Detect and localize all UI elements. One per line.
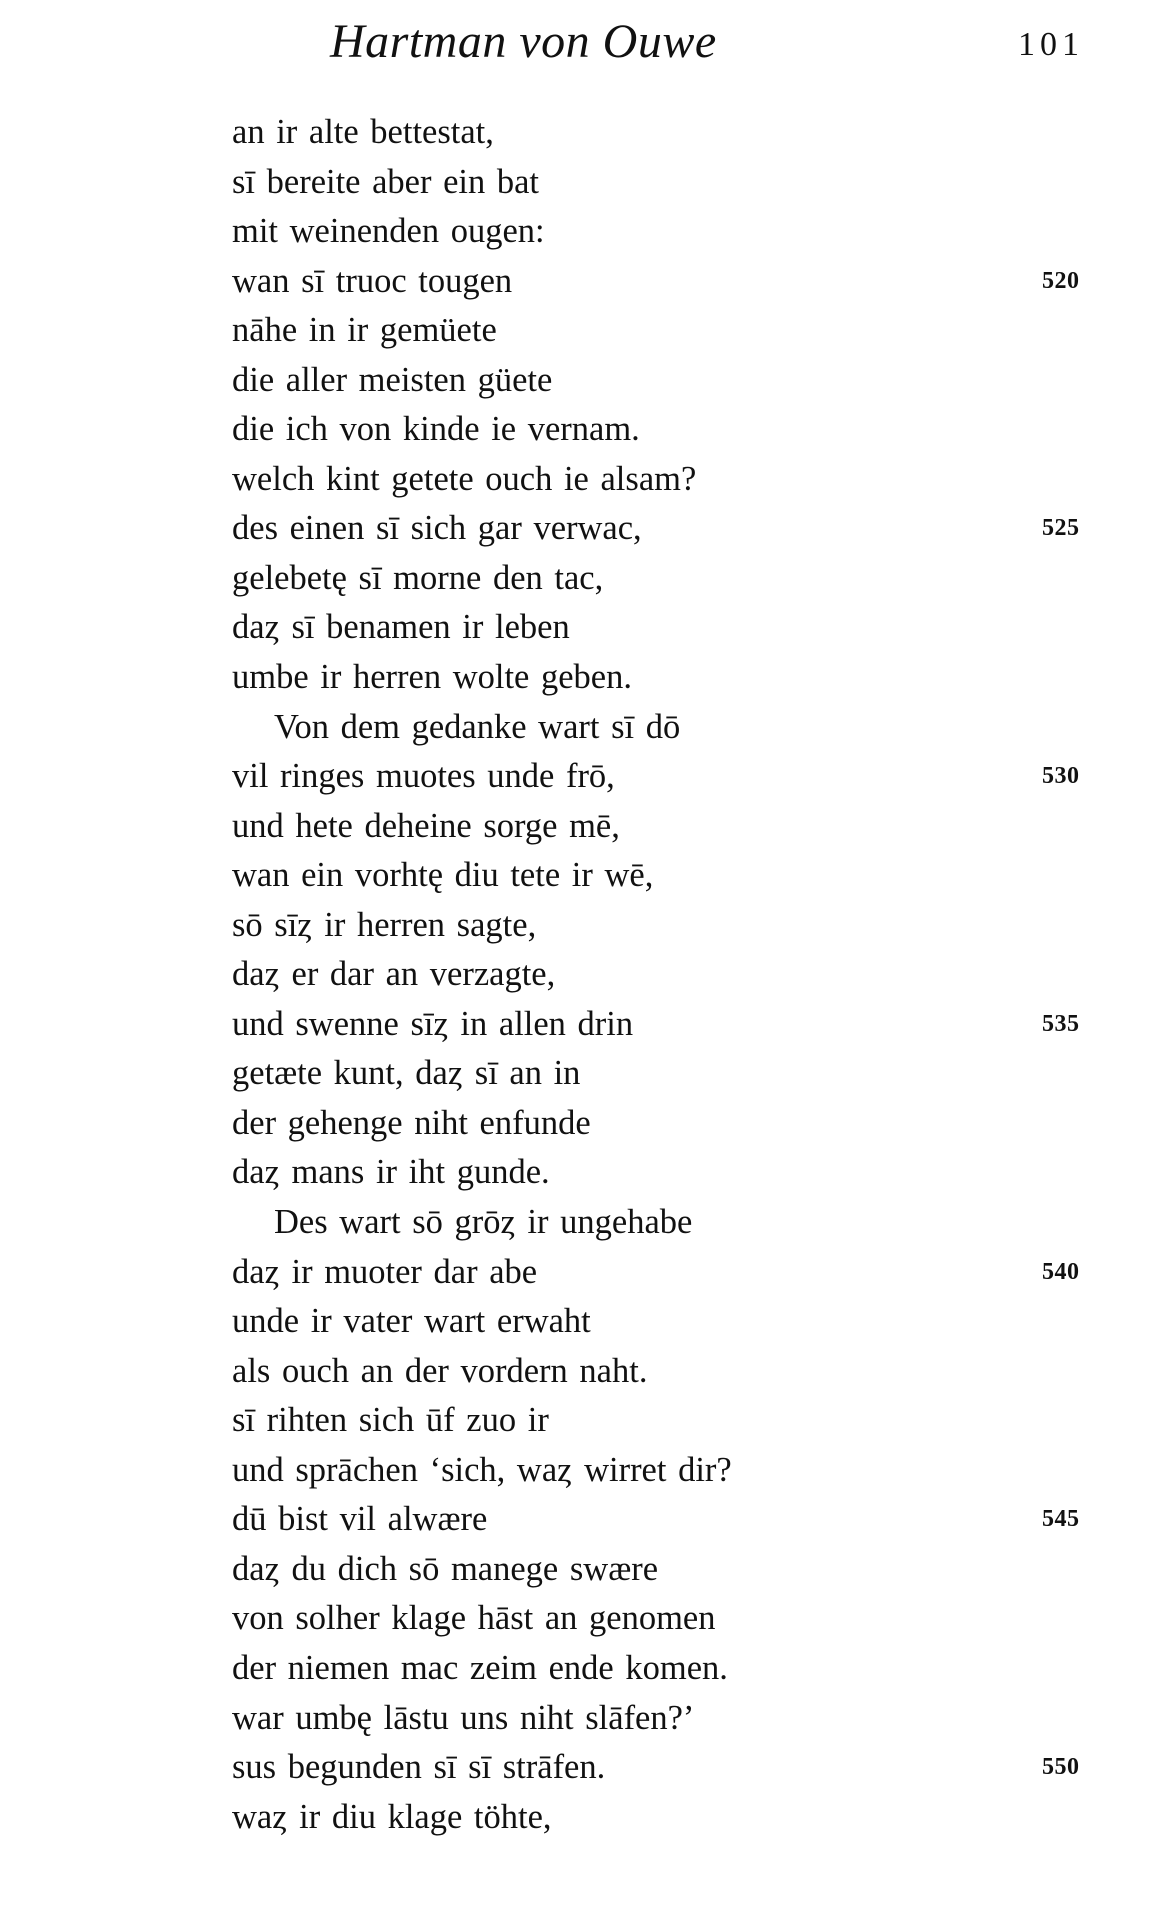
- verse-line: [232, 1148, 1112, 1198]
- verse-line: [232, 1396, 1112, 1446]
- verse-text: an ir alte bettestat,: [232, 113, 494, 151]
- line-number: 545: [1042, 1506, 1080, 1533]
- verse-text: Von dem gedanke wart sī dō: [274, 707, 681, 746]
- verse-line: [232, 1743, 1112, 1793]
- verse-line: [232, 504, 1112, 554]
- verse-line: [232, 1248, 1112, 1298]
- verse-line: [232, 1049, 1112, 1099]
- verse-line: [232, 356, 1112, 406]
- verse-text: wan ein vorhtę diu tete ir wē,: [232, 856, 654, 895]
- line-number: 520: [1042, 267, 1080, 294]
- verse-text: sō sīȥ ir herren sagte,: [232, 905, 537, 944]
- verse-line: [232, 1495, 1112, 1545]
- verse-text: getæte kunt, daȥ sī an in: [232, 1054, 581, 1093]
- verse-line: [232, 257, 1112, 307]
- verse-line: [232, 901, 1112, 951]
- verse-line: [232, 1594, 1112, 1644]
- verse-text: mit weinenden ougen:: [232, 212, 545, 251]
- verse-line: [232, 455, 1112, 505]
- verse-line: [232, 108, 1112, 158]
- verse-text: vil ringes muotes unde frō,: [232, 757, 615, 796]
- verse-line: [232, 1099, 1112, 1149]
- verse-text: des einen sī sich gar verwac,: [232, 509, 642, 548]
- verse-text: von solher klage hāst an genomen: [232, 1599, 716, 1638]
- verse-line: [232, 1446, 1112, 1496]
- poem-text: [232, 108, 1112, 1842]
- verse-line: [232, 1545, 1112, 1595]
- line-number: 540: [1042, 1258, 1080, 1285]
- verse-line: [232, 207, 1112, 257]
- verse-line: [232, 703, 1112, 753]
- verse-text: der niemen mac zeim ende komen.: [232, 1648, 728, 1687]
- verse-line: [232, 405, 1112, 455]
- verse-line: [232, 752, 1112, 802]
- verse-text: und sprāchen ‘sich, waȥ wirret dir?: [232, 1450, 732, 1489]
- verse-line: [232, 1297, 1112, 1347]
- running-title: Hartman von Ouwe: [330, 15, 717, 68]
- verse-text: daȥ er dar an verzagte,: [232, 955, 556, 994]
- verse-text: der gehenge niht enfunde: [232, 1103, 591, 1142]
- verse-text: als ouch an der vordern naht.: [232, 1351, 648, 1390]
- verse-text: dū bist vil alwære: [232, 1500, 488, 1539]
- verse-line: [232, 1000, 1112, 1050]
- verse-line: [232, 1347, 1112, 1397]
- verse-line: [232, 851, 1112, 901]
- verse-text: Des wart sō grōȥ ir ungehabe: [274, 1203, 693, 1242]
- line-number: 550: [1042, 1754, 1080, 1781]
- verse-text: sī rihten sich ūf zuo ir: [232, 1401, 549, 1440]
- verse-text: gelebetę sī morne den tac,: [232, 558, 604, 597]
- verse-text: die aller meisten güete: [232, 360, 553, 399]
- verse-text: sī bereite aber ein bat: [232, 162, 540, 201]
- verse-line: [232, 554, 1112, 604]
- verse-text: und swenne sīȥ in allen drin: [232, 1004, 634, 1043]
- verse-text: welch kint getete ouch ie alsam?: [232, 459, 697, 498]
- verse-text: die ich von kinde ie vernam.: [232, 410, 640, 449]
- verse-text: war umbę lāstu uns niht slāfen?’: [232, 1698, 695, 1737]
- verse-line: [232, 603, 1112, 653]
- verse-line: [232, 802, 1112, 852]
- verse-text: unde ir vater wart erwaht: [232, 1302, 591, 1341]
- page-number: 101: [1018, 26, 1084, 63]
- verse-text: sus begunden sī sī strāfen.: [232, 1748, 606, 1787]
- verse-text: wan sī truoc tougen: [232, 261, 513, 300]
- line-number: 525: [1042, 515, 1080, 542]
- verse-line: [232, 1644, 1112, 1694]
- verse-line: [232, 1694, 1112, 1744]
- verse-text: daȥ mans ir iht gunde.: [232, 1153, 550, 1192]
- verse-line: [232, 306, 1112, 356]
- verse-text: nāhe in ir gemüete: [232, 311, 497, 350]
- verse-text: umbe ir herren wolte geben.: [232, 658, 632, 697]
- verse-text: daȥ ir muoter dar abe: [232, 1252, 538, 1291]
- verse-text: daȥ du dich sō manege swære: [232, 1549, 659, 1588]
- line-number: 535: [1042, 1010, 1080, 1037]
- verse-line: [232, 158, 1112, 208]
- verse-text: und hete deheine sorge mē,: [232, 806, 620, 845]
- verse-line: [232, 1793, 1112, 1843]
- verse-line: [232, 1198, 1112, 1248]
- verse-text: daȥ sī benamen ir leben: [232, 608, 570, 647]
- verse-text: waȥ ir diu klage töhte,: [232, 1797, 552, 1836]
- verse-line: [232, 950, 1112, 1000]
- line-number: 530: [1042, 763, 1080, 790]
- verse-line: [232, 653, 1112, 703]
